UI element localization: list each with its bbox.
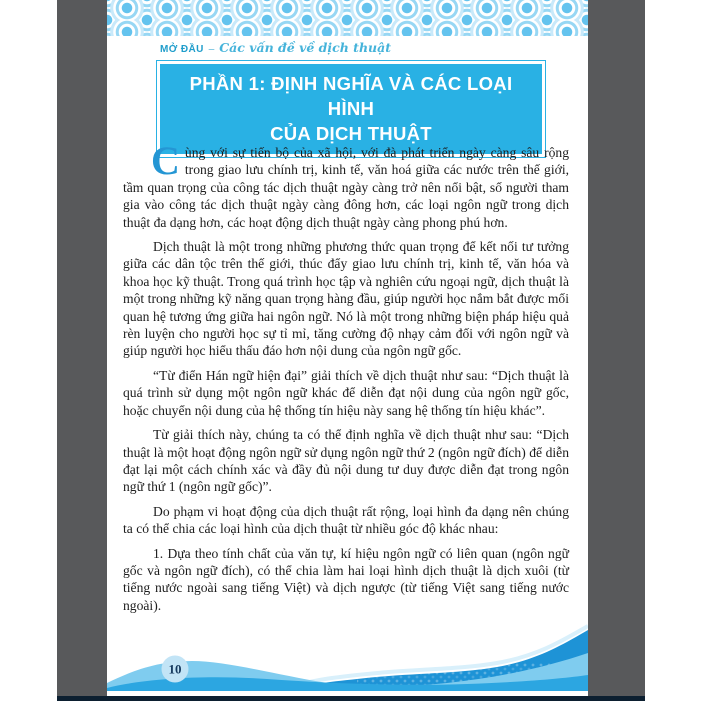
paragraph-4-text: Từ giải thích này, chúng ta có thể định nghĩa về dịch thuật như sau: “Dịch thuật là một hoạt động ngôn ngữ sử dụng ngôn ngữ thứ 2 (ngôn ngữ đích) để diễn đạt lại một cách chính xác và đầy đủ nội dung tư duy được diễn đạt trong ngôn ngữ thứ 1 (ngôn ngữ gốc)”. [123,427,569,495]
top-wave-pattern [107,0,588,36]
footer-wave-decoration [107,615,588,691]
drop-cap: C [151,138,180,183]
paragraph-4 [123,426,569,496]
paragraph-1 [123,138,569,231]
paragraph-6 [123,545,569,615]
page-number: 10 [168,661,182,677]
paragraph-5-text: Do phạm vi hoạt động của dịch thuật rất rộng, loại hình đa dạng nên chúng ta có thể chia các loại hình của dịch thuật từ nhiều góc độ khác nhau: [123,503,569,537]
chapter-banner-line1: PHẦN 1: ĐỊNH NGHĨA VÀ CÁC LOẠI HÌNH [189,73,513,119]
book-page [107,0,588,696]
running-header-section: MỞ ĐẦU [160,44,204,55]
paragraph-2-text: Dịch thuật là một trong những phương thức quan trọng để kết nối tư tưởng giữa các dân tộc trên thế giới, thúc đẩy giao lưu chính trị, kinh tế, văn hóa và khoa học kỹ thuật. Trong quá trình học tập và nghiên cứu ngoại ngữ, dịch thuật là một trong những kỹ năng quan trọng hàng đầu, giúp người học nắm bắt được mối quan hệ tương ứng giữa hai ngôn ngữ. Nó là một trong những biện pháp hiệu quả rèn luyện cho người học sự tỉ mỉ, tăng cường độ nhạy cảm đối với ngôn ngữ và giúp người học hiểu thấu đáo hơn nội dung của ngôn ngữ gốc. [123,239,569,359]
body-text [123,138,569,621]
running-header [160,40,391,55]
page-bottom-edge [57,696,645,701]
running-header-separator: – [208,43,215,55]
paragraph-3 [123,367,569,419]
paragraph-3-text: “Từ điển Hán ngữ hiện đại” giải thích về dịch thuật như sau: “Dịch thuật là quá trình sử dụng một ngôn ngữ khác để diễn đạt nội dung của ngôn ngữ gốc, hoặc chuyển nội dung của hệ thống tín hiệu này sang hệ thống tín hiệu khác”. [123,367,569,418]
chapter-banner-line2: CỦA DỊCH THUẬT [270,123,432,144]
photo-backdrop-left [57,0,107,696]
paragraph-6-text: 1. Dựa theo tính chất của văn tự, kí hiệu ngôn ngữ có liên quan (ngôn ngữ gốc và ngôn ngữ đích), có thể chia làm hai loại hình dịch thuật là dịch xuôi (từ tiếng nước ngoài sang tiếng Việt) và dịch ngược (từ tiếng Việt sang tiếng nước ngoài). [123,545,569,613]
running-header-title: Các vấn đề về dịch thuật [219,40,392,55]
photo-backdrop-right [588,0,645,696]
paragraph-1-text: ùng với sự tiến bộ của xã hội, với đà phát triển ngày càng sâu rộng trong giao lưu chính trị, kinh tế, văn hoá giữa các nước trên thế giới, tầm quan trọng của công tác dịch thuật ngày càng trở nên nổi bật, số người tham gia vào công tác dịch thuật ngày càng đông hơn, các loại ngôn ngữ trong dịch thuật đa dạng hơn, các hoạt động dịch thuật ngày càng phong phú hơn. [123,145,569,230]
paragraph-2 [123,238,569,360]
chapter-banner-inner [160,64,542,154]
paragraph-5 [123,503,569,538]
